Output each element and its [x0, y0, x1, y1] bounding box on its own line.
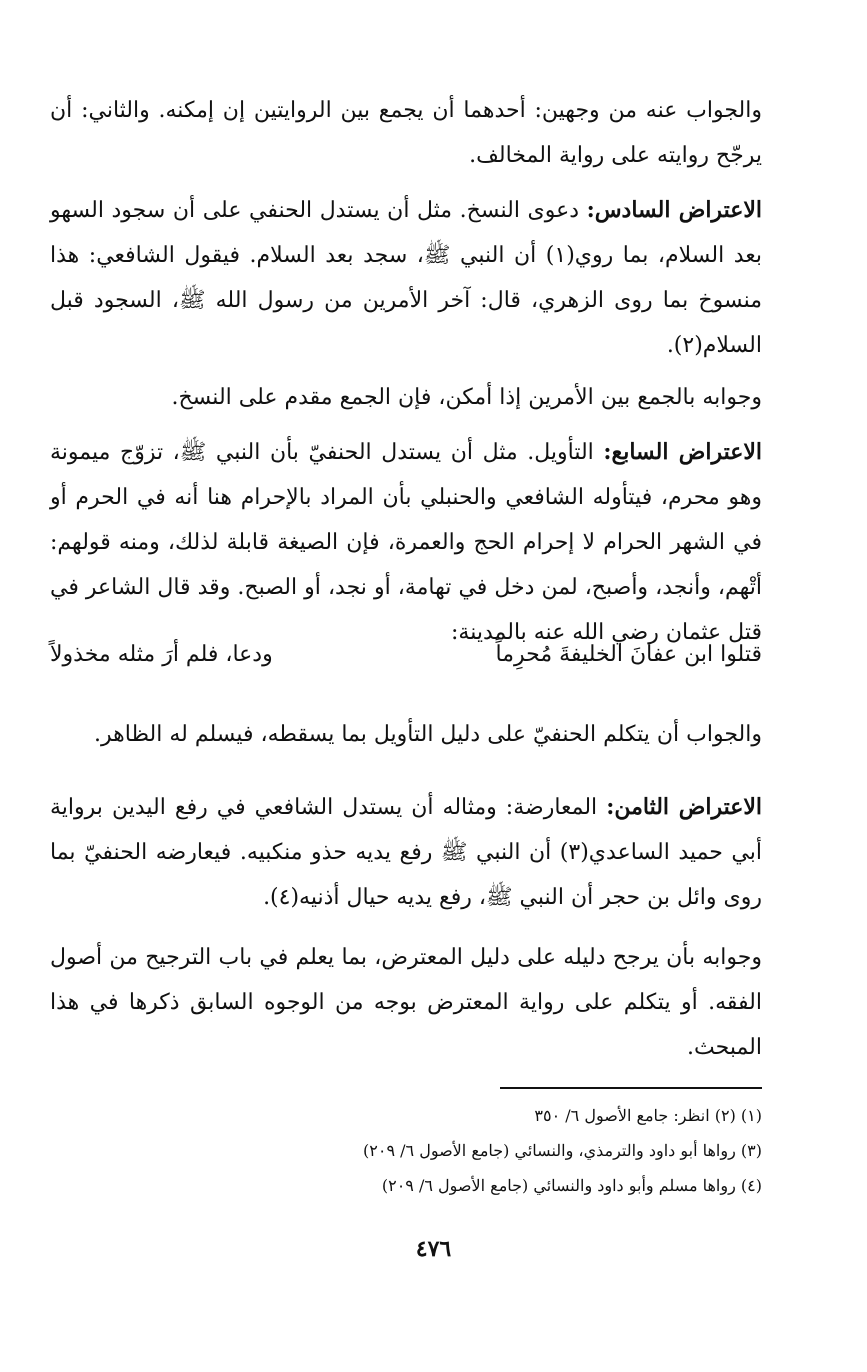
paragraph-answer-two-ways: [50, 88, 762, 178]
footnote-3: (٣) رواها أبو داود والترمذي، والنسائي (جامع الأصول ٦/ ٢٠٩): [363, 1141, 762, 1160]
paragraph-seventh-objection: [50, 430, 762, 655]
paragraph-sixth-objection: [50, 188, 762, 368]
section-heading: الاعتراض السادس:: [586, 197, 762, 223]
paragraph-text: وجوابه بأن يرجح دليله على دليل المعترض، بما يعلم في باب الترجيح من أصول الفقه. أو يتكلم على رواية المعترض بوجه من الوجوه السابق ذكرها في هذا المبحث.: [50, 945, 762, 1060]
paragraph-answer-interpretation: [50, 712, 762, 757]
paragraph-text: التأويل. مثل أن يستدل الحنفيّ بأن النبي ﷺ، تزوّج ميمونة وهو محرم، فيتأوله الشافعي والحنبلي بأن المراد بالإحرام هنا أنه في الحرم أو في الشهر الحرام لا إحرام الحج والعمرة، فإن الصيغة قابلة لذلك، ومنه قولهم: أتْهم، وأنجد، وأصبح، لمن دخل في تهامة، أو نجد، أو الصبح. وقد قال الشاعر في قتل عثمان رضي الله عنه بالمدينة:: [50, 440, 762, 645]
paragraph-text: وجوابه بالجمع بين الأمرين إذا أمكن، فإن الجمع مقدم على النسخ.: [171, 385, 762, 410]
footnote-1-2: (١) (٢) انظر: جامع الأصول ٦/ ٣٥٠: [534, 1106, 762, 1125]
paragraph-answer-preference: [50, 935, 762, 1070]
paragraph-text: المعارضة: ومثاله أن يستدل الشافعي في رفع اليدين برواية أبي حميد الساعدي(٣) أن النبي ﷺ رفع يديه حذو منكبيه. فيعارضه الحنفيّ بما روى وائل بن حجر أن النبي ﷺ، رفع يديه حيال أذنيه(٤).: [50, 795, 763, 910]
section-heading: الاعتراض السابع:: [603, 439, 763, 465]
footnote-4: (٤) رواها مسلم وأبو داود والنسائي (جامع الأصول ٦/ ٢٠٩): [381, 1176, 762, 1195]
paragraph-text: والجواب عنه من وجهين: أحدهما أن يجمع بين الروايتين إن إمكنه. والثاني: أن يرجّح روايته على رواية المخالف.: [50, 98, 762, 168]
paragraph-text: والجواب أن يتكلم الحنفيّ على دليل التأويل بما يسقطه، فيسلم له الظاهر.: [94, 722, 762, 747]
verse-first-hemistich: قتلوا ابن عفانَ الخليفةَ مُحرِماً: [495, 642, 762, 667]
paragraph-answer-combination: [50, 375, 762, 420]
poetry-verse: [50, 632, 762, 677]
page-number: ٤٧٦: [415, 1236, 452, 1262]
footnotes: [162, 1098, 762, 1203]
verse-second-hemistich: ودعا، فلم أرَ مثله مخذولاً: [50, 642, 273, 667]
paragraph-eighth-objection: [50, 785, 762, 920]
paragraph-text: دعوى النسخ. مثل أن يستدل الحنفي على أن سجود السهو بعد السلام، بما روي(١) أن النبي ﷺ، سجد بعد السلام. فيقول الشافعي: هذا منسوخ بما روى الزهري، قال: آخر الأمرين من رسول الله ﷺ، السجود قبل السلام(٢).: [50, 198, 763, 358]
footnote-divider: [500, 1087, 762, 1089]
section-heading: الاعتراض الثامن:: [606, 794, 763, 820]
